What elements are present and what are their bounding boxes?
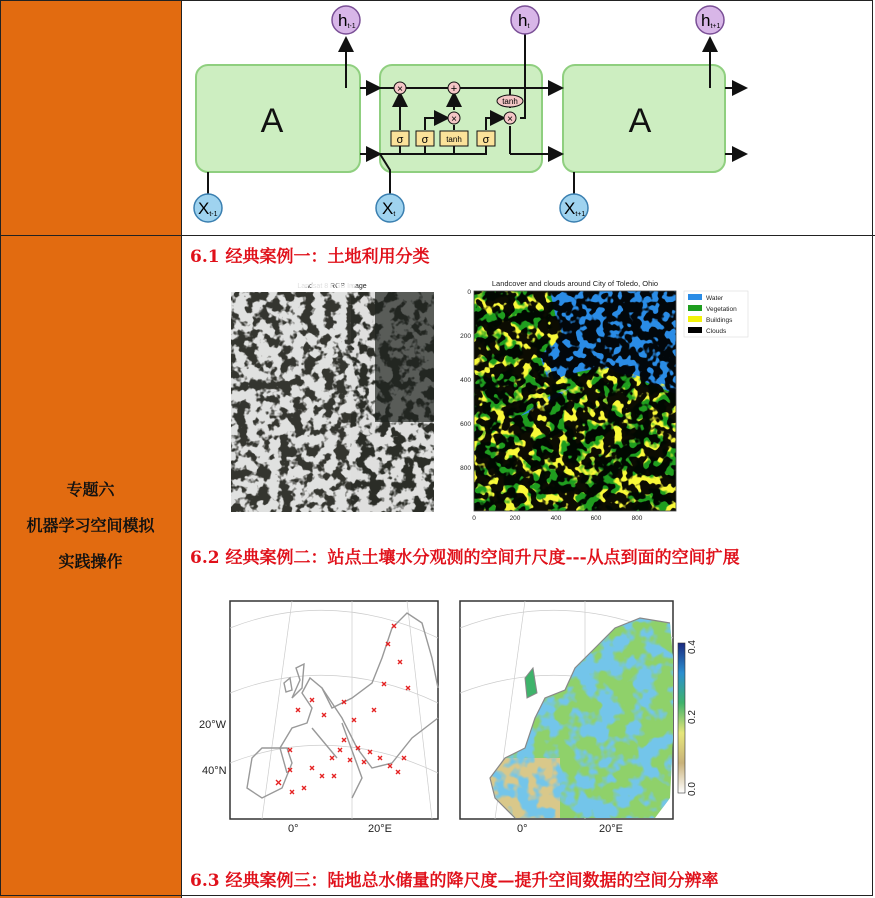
lon-label-0: 0° (517, 823, 528, 835)
lstm-diagram (182, 0, 872, 235)
y-tick: 800 (460, 465, 471, 472)
y-tick: 600 (460, 421, 471, 428)
lon-label-0: 0° (288, 823, 299, 835)
lat-label-20w: 20°W (199, 719, 227, 731)
landcover-legend (684, 291, 748, 337)
svg-text:tanh: tanh (446, 135, 462, 144)
svg-text:×: × (451, 114, 457, 125)
svg-text:σ: σ (396, 134, 404, 146)
topic-line-2: 机器学习空间模拟 (26, 516, 155, 535)
landsat-title: Landsat 8 RGB Image (297, 283, 367, 290)
svg-text:+: + (450, 83, 458, 95)
landsat-figure (225, 280, 440, 515)
europe-soil-moisture-map (455, 598, 715, 838)
svg-text:ht+1: ht+1 (701, 11, 721, 30)
svg-text:ht: ht (518, 11, 530, 30)
lon-label-20e: 20°E (599, 823, 623, 835)
h-prev-circle (332, 6, 360, 34)
legend-water: Water (706, 295, 724, 302)
x-tick: 600 (590, 515, 602, 522)
lon-label-20e: 20°E (368, 823, 392, 835)
section-title-2: 6.2 经典案例二：站点土壤水分观测的空间升尺度---从点到面的空间扩展 (190, 548, 740, 568)
y-tick: 200 (460, 333, 471, 340)
h-current-circle (511, 6, 539, 34)
legend-vegetation: Vegetation (706, 306, 737, 313)
gate-input-sigma (416, 131, 434, 146)
svg-text:×: × (397, 84, 403, 95)
section-title-3: 6.3 经典案例三：陆地总水储量的降尺度—提升空间数据的空间分辨率 (190, 871, 719, 891)
legend-buildings: Buildings (706, 317, 733, 324)
gate-forget-sigma (391, 131, 409, 146)
topic-line-3: 实践操作 (58, 552, 123, 571)
landcover-x-ticks (472, 515, 643, 522)
colorbar-tick: 0.0 (687, 782, 698, 796)
cell-label-prev: A (260, 102, 284, 140)
svg-text:Xt+1: Xt+1 (564, 199, 586, 218)
svg-text:σ: σ (421, 134, 429, 146)
topic-line-1: 专题六 (66, 480, 115, 499)
gate-tanh (440, 131, 468, 146)
lstm-cell-current (380, 65, 542, 172)
svg-text:Xt-1: Xt-1 (198, 199, 218, 218)
svg-text:tanh: tanh (502, 97, 518, 106)
x-tick: 200 (509, 515, 521, 522)
legend-clouds: Clouds (706, 328, 727, 335)
colorbar (678, 643, 685, 793)
x-prev-circle (194, 194, 222, 222)
topic-label (0, 472, 181, 580)
y-tick: 0 (467, 289, 471, 296)
cell-label-next: A (628, 102, 652, 140)
h-next-circle (696, 6, 724, 34)
europe-stations-map (192, 598, 442, 838)
landcover-figure (450, 276, 760, 526)
colorbar-tick: 0.2 (687, 710, 698, 724)
x-current-circle (376, 194, 404, 222)
x-tick: 800 (631, 515, 643, 522)
x-tick: 0 (472, 515, 476, 522)
svg-text:σ: σ (482, 134, 490, 146)
landcover-y-ticks (460, 289, 471, 472)
y-tick: 400 (460, 377, 471, 384)
op-tanh-output (497, 95, 523, 107)
x-next-circle (560, 194, 588, 222)
svg-text:ht-1: ht-1 (338, 11, 356, 30)
svg-text:×: × (507, 114, 513, 125)
landcover-title: Landcover and clouds around City of Toledo, Ohio (491, 279, 659, 288)
colorbar-tick: 0.4 (687, 640, 698, 654)
x-tick: 400 (550, 515, 562, 522)
svg-text:Xt: Xt (382, 199, 396, 218)
gate-output-sigma (477, 131, 495, 146)
section-title-1: 6.1 经典案例一：土地利用分类 (190, 247, 430, 267)
lat-label-40n: 40°N (202, 765, 227, 777)
